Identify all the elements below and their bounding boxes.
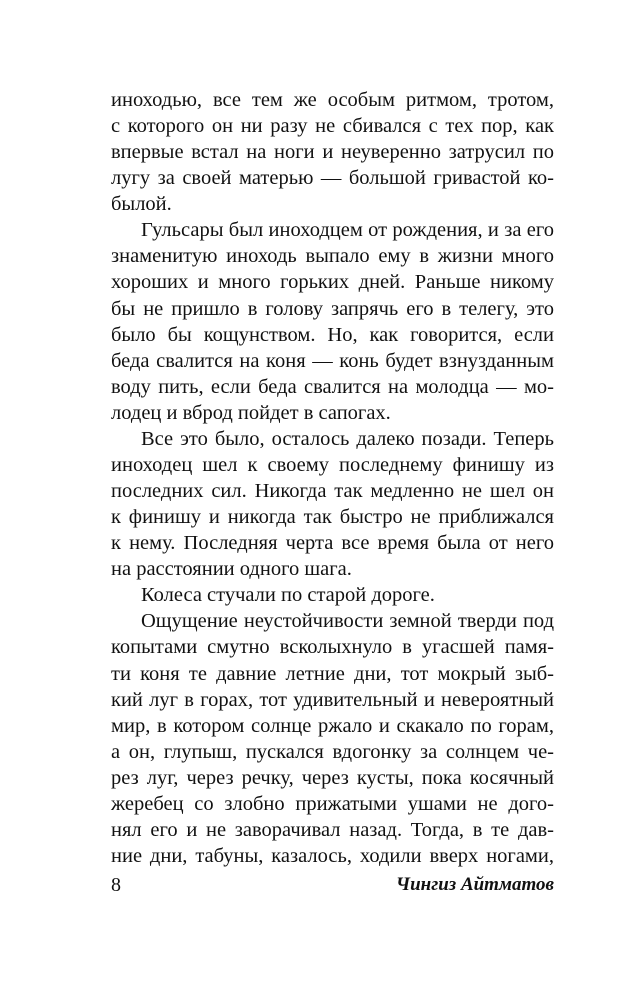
text-line: впервые встал на ноги и неуверенно затрусил по bbox=[111, 141, 554, 163]
text-line: а он, глупыш, пускался вдогонку за солнцем че- bbox=[111, 741, 554, 763]
text-line: к финишу и никогда так быстро не приближался bbox=[111, 506, 554, 528]
text-line: с которого он ни разу не сбивался с тех пор, как bbox=[111, 115, 554, 137]
text-line: лугу за своей матерью — большой гривастой ко- bbox=[111, 167, 554, 189]
text-line: Гульсары был иноходцем от рождения, и за его bbox=[141, 219, 554, 241]
text-line: иноходью, все тем же особым ритмом, тротом, bbox=[111, 89, 554, 111]
text-line: кий луг в горах, тот удивительный и невероятный bbox=[111, 689, 554, 711]
running-footer-author: Чингиз Айтматов bbox=[395, 874, 554, 895]
text-line: былой. bbox=[111, 193, 172, 215]
text-line: копытами смутно всколыхнуло в угасшей памя- bbox=[111, 636, 554, 658]
text-line: Колеса стучали по старой дороге. bbox=[141, 584, 435, 606]
text-line: жеребец со злобно прижатыми ушами не дого- bbox=[111, 793, 554, 815]
text-line: Все это было, осталось далеко позади. Теперь bbox=[141, 428, 554, 450]
text-line: хороших и много горьких дней. Раньше никому bbox=[111, 271, 554, 293]
text-line: последних сил. Никогда так медленно не шел он bbox=[111, 480, 554, 502]
text-line: нял его и не заворачивал назад. Тогда, в те дав- bbox=[111, 819, 554, 841]
text-line: рез луг, через речку, через кусты, пока косячный bbox=[111, 767, 554, 789]
text-line: ти коня те давние летние дни, тот мокрый зыб- bbox=[111, 663, 554, 685]
page-number: 8 bbox=[111, 874, 121, 896]
text-line: иноходец шел к своему последнему финишу из bbox=[111, 454, 554, 476]
text-line: беда свалится на коня — конь будет взнузданным bbox=[111, 350, 554, 372]
text-line: на расстоянии одного шага. bbox=[111, 558, 352, 580]
text-line: бы не пришло в голову запрячь его в телегу, это bbox=[111, 298, 554, 320]
text-line: к нему. Последняя черта все время была от него bbox=[111, 532, 554, 554]
text-line: лодец и вброд пойдет в сапогах. bbox=[111, 402, 391, 424]
text-line: воду пить, если беда свалится на молодца — мо- bbox=[111, 376, 554, 398]
text-line: ние дни, табуны, казалось, ходили вверх ногами, bbox=[111, 845, 554, 867]
text-line: Ощущение неустойчивости земной тверди под bbox=[141, 610, 554, 632]
text-line: было бы кощунством. Но, как говорится, если bbox=[111, 324, 554, 346]
text-line: мир, в котором солнце ржало и скакало по горам, bbox=[111, 715, 554, 737]
text-line: знаменитую иноходь выпало ему в жизни много bbox=[111, 245, 554, 267]
